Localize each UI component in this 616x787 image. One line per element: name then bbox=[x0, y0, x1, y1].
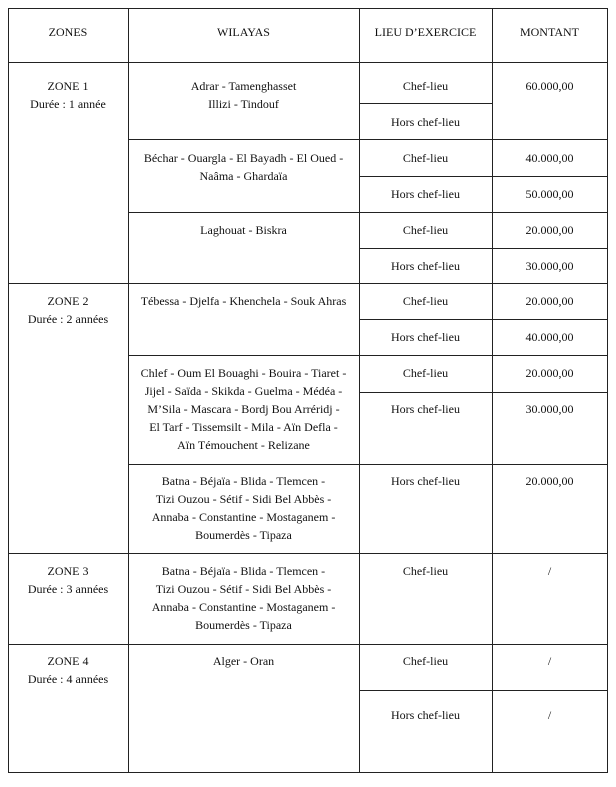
lieu-cell: Chef-lieu bbox=[402, 366, 449, 380]
wilaya-line: Annaba - Constantine - Mostaganem - bbox=[151, 600, 336, 614]
header-wilayas: WILAYAS bbox=[217, 25, 270, 39]
row-divider bbox=[359, 690, 608, 691]
wilaya-line: Aïn Témouchent - Relizane bbox=[177, 438, 310, 452]
zone-duration: Durée : 4 années bbox=[27, 672, 109, 686]
wilaya-group bbox=[128, 364, 359, 454]
wilaya-line: M’Sila - Mascara - Bordj Bou Arréridj - bbox=[147, 402, 340, 416]
zone-duration: Durée : 3 années bbox=[27, 582, 109, 596]
row-divider bbox=[128, 212, 608, 213]
row-divider bbox=[359, 103, 492, 104]
zone-duration: Durée : 2 années bbox=[27, 312, 109, 326]
zone-name: ZONE 4 bbox=[47, 654, 89, 668]
wilaya-line: Tizi Ouzou - Sétif - Sidi Bel Abbès - bbox=[155, 492, 332, 506]
lieu-cell: Chef-lieu bbox=[402, 79, 449, 93]
wilaya-line: Laghouat - Biskra bbox=[200, 223, 287, 237]
wilaya-group bbox=[128, 652, 359, 670]
zone-2-cell bbox=[8, 292, 128, 328]
wilaya-line: Batna - Béjaïa - Blida - Tlemcen - bbox=[161, 474, 326, 488]
row-divider bbox=[359, 176, 608, 177]
montant-cell: 60.000,00 bbox=[525, 79, 574, 93]
lieu-cell: Hors chef-lieu bbox=[391, 474, 460, 488]
row-divider bbox=[128, 355, 608, 356]
wilaya-group bbox=[128, 149, 359, 185]
wilaya-line: Boumerdès - Tipaza bbox=[195, 528, 292, 542]
lieu-cell: Chef-lieu bbox=[402, 564, 449, 578]
row-divider bbox=[128, 464, 608, 465]
row-divider bbox=[128, 139, 608, 140]
table-top-border bbox=[8, 8, 608, 9]
wilaya-line: Annaba - Constantine - Mostaganem - bbox=[151, 510, 336, 524]
header-montant: MONTANT bbox=[519, 25, 580, 39]
lieu-cell: Hors chef-lieu bbox=[391, 187, 460, 201]
zone-name: ZONE 3 bbox=[47, 564, 89, 578]
wilaya-line: Naâma - Ghardaïa bbox=[199, 169, 288, 183]
lieu-cell: Chef-lieu bbox=[402, 294, 449, 308]
lieu-cell: Chef-lieu bbox=[402, 654, 449, 668]
lieu-cell: Hors chef-lieu bbox=[391, 402, 460, 416]
lieu-cell: Chef-lieu bbox=[402, 223, 449, 237]
montant-cell: / bbox=[547, 564, 552, 578]
montant-cell: 40.000,00 bbox=[525, 151, 574, 165]
table-bottom-border bbox=[8, 772, 608, 773]
zone-4-cell bbox=[8, 652, 128, 688]
zone-divider bbox=[8, 553, 608, 554]
montant-cell: 20.000,00 bbox=[525, 223, 574, 237]
wilaya-group bbox=[128, 562, 359, 634]
wilaya-line: Boumerdès - Tipaza bbox=[195, 618, 292, 632]
row-divider bbox=[359, 392, 608, 393]
montant-cell: 20.000,00 bbox=[525, 366, 574, 380]
row-divider bbox=[359, 319, 608, 320]
zone-3-cell bbox=[8, 562, 128, 598]
lieu-cell: Hors chef-lieu bbox=[391, 259, 460, 273]
wilaya-group bbox=[128, 472, 359, 544]
zone-1-cell bbox=[8, 77, 128, 113]
header-zones: ZONES bbox=[48, 25, 88, 39]
wilaya-group bbox=[128, 221, 359, 239]
wilaya-group bbox=[128, 292, 359, 310]
wilaya-line: Illizi - Tindouf bbox=[208, 97, 279, 111]
wilaya-line: Tizi Ouzou - Sétif - Sidi Bel Abbès - bbox=[155, 582, 332, 596]
montant-cell: 40.000,00 bbox=[525, 330, 574, 344]
wilaya-line: Béchar - Ouargla - El Bayadh - El Oued - bbox=[143, 151, 344, 165]
wilaya-line: Tébessa - Djelfa - Khenchela - Souk Ahras bbox=[140, 294, 347, 308]
montant-cell: 30.000,00 bbox=[525, 402, 574, 416]
zone-name: ZONE 1 bbox=[47, 79, 89, 93]
montant-cell: 30.000,00 bbox=[525, 259, 574, 273]
header-lieu: LIEU D’EXERCICE bbox=[374, 25, 477, 39]
wilaya-line: Adrar - Tamenghasset bbox=[190, 79, 297, 93]
zone-divider bbox=[8, 283, 608, 284]
table-right-border bbox=[607, 8, 608, 773]
wilaya-line: Batna - Béjaïa - Blida - Tlemcen - bbox=[161, 564, 326, 578]
wilaya-line: El Tarf - Tissemsilt - Mila - Aïn Defla - bbox=[149, 420, 338, 434]
wilaya-line: Alger - Oran bbox=[212, 654, 275, 668]
zone-divider bbox=[8, 644, 608, 645]
lieu-cell: Chef-lieu bbox=[402, 151, 449, 165]
wilaya-line: Chlef - Oum El Bouaghi - Bouira - Tiaret - bbox=[140, 366, 347, 380]
montant-cell: / bbox=[547, 708, 552, 722]
zone-duration: Durée : 1 année bbox=[30, 97, 106, 111]
montant-cell: / bbox=[547, 654, 552, 668]
header-bottom-border bbox=[8, 62, 608, 63]
lieu-cell: Hors chef-lieu bbox=[391, 115, 460, 129]
row-divider bbox=[359, 248, 608, 249]
zone-name: ZONE 2 bbox=[47, 294, 89, 308]
wilaya-line: Jijel - Saïda - Skikda - Guelma - Médéa - bbox=[144, 384, 343, 398]
lieu-cell: Hors chef-lieu bbox=[391, 330, 460, 344]
montant-cell: 20.000,00 bbox=[525, 294, 574, 308]
lieu-cell: Hors chef-lieu bbox=[391, 708, 460, 722]
montant-cell: 20.000,00 bbox=[525, 474, 574, 488]
montant-cell: 50.000,00 bbox=[525, 187, 574, 201]
wilaya-group bbox=[128, 77, 359, 113]
